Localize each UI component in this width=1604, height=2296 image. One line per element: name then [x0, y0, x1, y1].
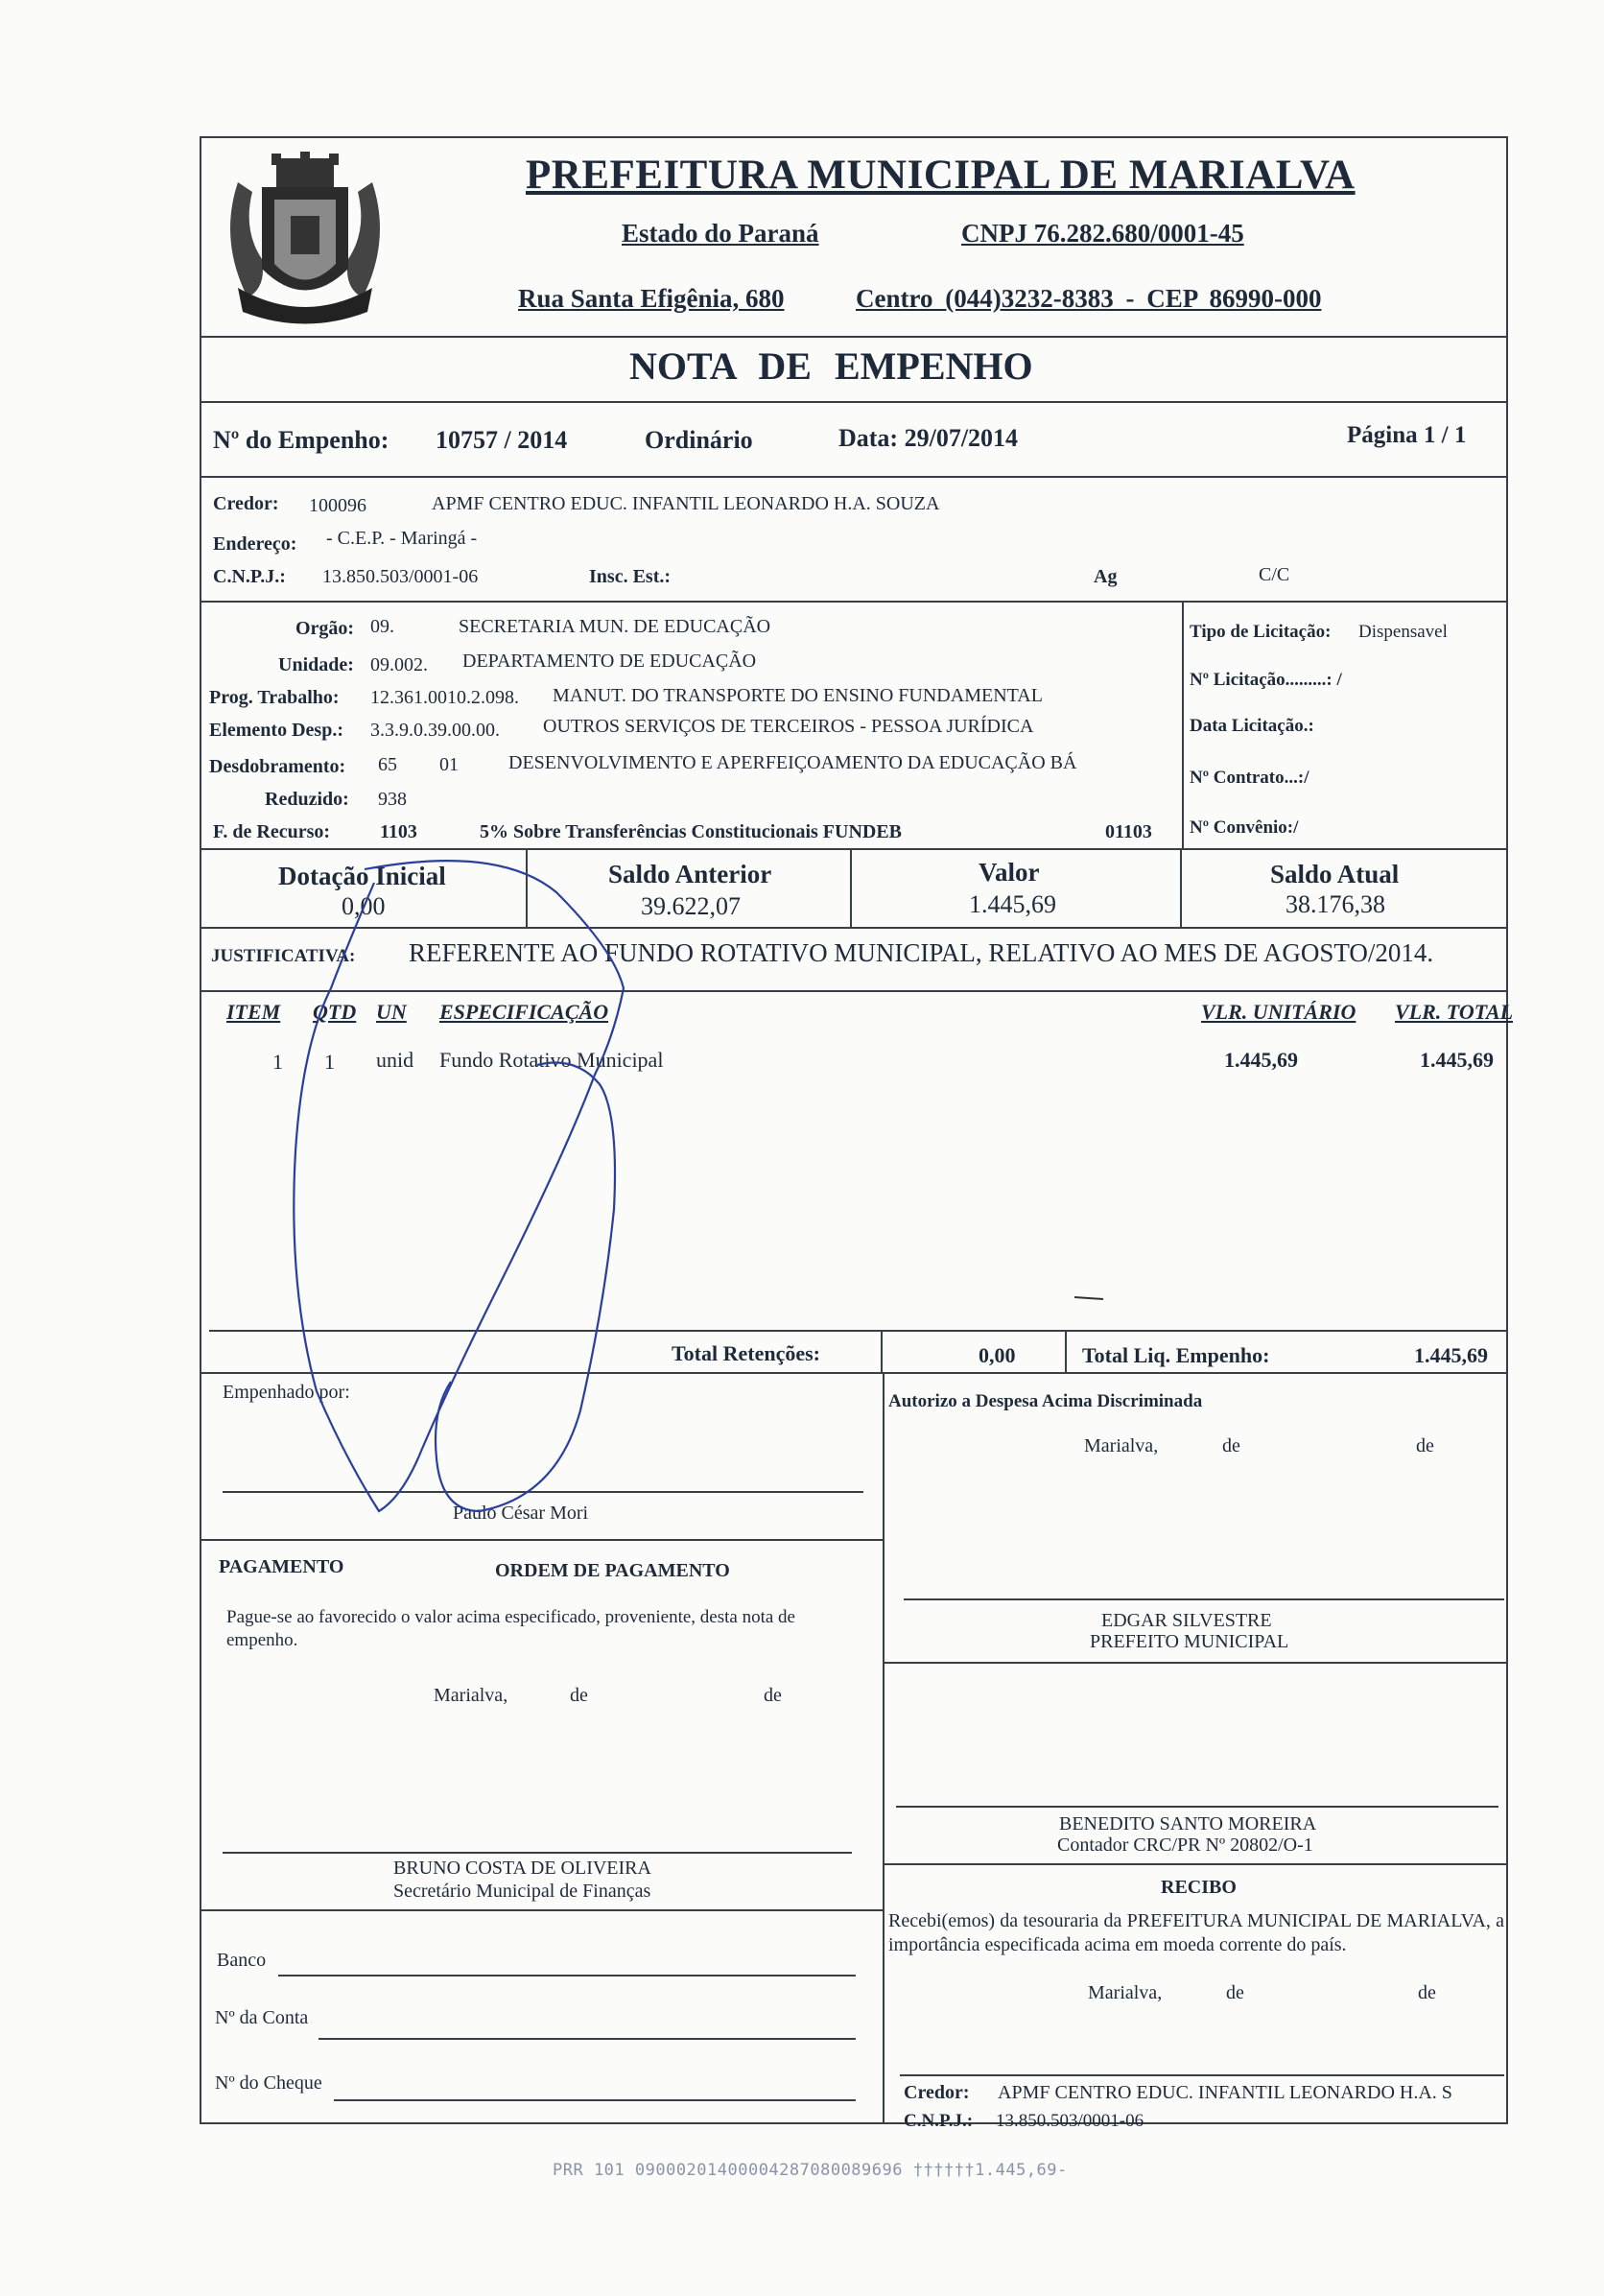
contador-nome: BENEDITO SANTO MOREIRA	[1059, 1813, 1317, 1834]
desd-label: Desdobramento:	[209, 756, 346, 777]
address-street: Rua Santa Efigênia, 680	[518, 284, 785, 313]
recibo-texto: Recebi(emos) da tesouraria da PREFEITURA MUNICIPAL DE MARIALVA, a importância especificada acima em moeda corrente do país.	[888, 1910, 1504, 1955]
ag-label: Ag	[1094, 566, 1118, 587]
empenho-tipo: Ordinário	[645, 426, 753, 454]
autorizo-de-2: de	[1416, 1435, 1434, 1456]
num-contrato: Nº Contrato...:/	[1190, 768, 1309, 788]
credor-label: Credor:	[213, 493, 279, 514]
empenho-data: Data: 29/07/2014	[838, 424, 1019, 452]
ret-value: 0,00	[979, 1343, 1016, 1367]
orgao-desc: SECRETARIA MUN. DE EDUCAÇÃO	[459, 616, 771, 637]
prog-label: Prog. Trabalho:	[209, 687, 340, 708]
empenho-label: Nº do Empenho:	[213, 426, 389, 454]
insc-label: Insc. Est.:	[589, 566, 672, 587]
red-label: Reduzido:	[265, 789, 349, 810]
credor-nome: APMF CENTRO EDUC. INFANTIL LEONARDO H.A. SOUZA	[432, 493, 940, 514]
desd-sub: 01	[439, 754, 459, 775]
pagamento-label: PAGAMENTO	[219, 1556, 344, 1577]
col-item: ITEM	[226, 1000, 281, 1024]
item-un: unid	[376, 1048, 414, 1072]
rec-code: 1103	[380, 821, 417, 842]
ret-label: Total Retenções:	[672, 1341, 820, 1365]
num-licitacao: Nº Licitação.........: /	[1190, 670, 1342, 690]
col-un: UN	[376, 1000, 407, 1024]
elem-desc: OUTROS SERVIÇOS DE TERCEIROS - PESSOA JURÍDICA	[543, 716, 1034, 737]
item-total: 1.445,69	[1420, 1048, 1494, 1072]
unidade-label: Unidade:	[278, 654, 354, 675]
contador-cargo: Contador CRC/PR Nº 20802/O-1	[1057, 1834, 1313, 1856]
rec-desc: 5% Sobre Transferências Constitucionais FUNDEB	[480, 821, 903, 842]
ordem-pagamento: ORDEM DE PAGAMENTO	[495, 1560, 730, 1581]
endereco: - C.E.P. - Maringá -	[326, 528, 478, 549]
valor-value: 1.445,69	[969, 890, 1056, 918]
valor-label: Valor	[979, 858, 1040, 887]
liq-value: 1.445,69	[1414, 1343, 1488, 1367]
empenho-numero: 10757 / 2014	[436, 426, 568, 454]
red-code: 938	[378, 789, 407, 810]
desd-desc: DESENVOLVIMENTO E APERFEIÇOAMENTO DA EDUCAÇÃO BÁ	[508, 752, 1077, 773]
col-qtd: QTD	[313, 1000, 357, 1024]
saldo-atual-label: Saldo Atual	[1270, 860, 1400, 888]
banco-label: Banco	[217, 1950, 267, 1971]
recibo-credor: APMF CENTRO EDUC. INFANTIL LEONARDO H.A. S	[998, 2082, 1452, 2103]
pagamento-local: Marialva,	[434, 1685, 508, 1706]
doc-title: NOTA DE EMPENHO	[629, 344, 1033, 388]
footer-code: PRR 101 09000201400004287080089696 ††††††1.445,69-	[553, 2161, 1068, 2180]
item-qtd: 1	[324, 1050, 335, 1074]
justificativa-text: REFERENTE AO FUNDO ROTATIVO MUNICIPAL, RELATIVO AO MES DE AGOSTO/2014.	[409, 938, 1434, 967]
tipo-licitacao-label: Tipo de Licitação:	[1190, 622, 1332, 642]
desd-code: 65	[378, 754, 397, 775]
recibo-title: RECIBO	[1161, 1877, 1237, 1898]
endereco-label: Endereço:	[213, 533, 297, 555]
col-espec: ESPECIFICAÇÃO	[439, 1000, 609, 1024]
recibo-de-2: de	[1418, 1982, 1436, 2003]
justificativa-label: JUSTIFICATIVA:	[211, 946, 356, 966]
unidade-desc: DEPARTAMENTO DE EDUCAÇÃO	[462, 651, 757, 672]
recibo-local: Marialva,	[1088, 1982, 1163, 2003]
saldo-anterior-label: Saldo Anterior	[608, 860, 772, 888]
rec-num: 01103	[1105, 821, 1152, 842]
recibo-de-1: de	[1226, 1982, 1244, 2003]
rec-label: F. de Recurso:	[213, 821, 331, 842]
credor-cnpj: 13.850.503/0001-06	[322, 566, 479, 587]
orgao-code: 09.	[370, 616, 394, 637]
pagamento-de-1: de	[570, 1685, 588, 1706]
cnpj-prefeitura: CNPJ 76.282.680/0001-45	[961, 219, 1244, 248]
prefeitura-title: PREFEITURA MUNICIPAL DE MARIALVA	[526, 153, 1356, 198]
autorizo-de-1: de	[1222, 1435, 1240, 1456]
prog-code: 12.361.0010.2.098.	[370, 687, 519, 708]
municipal-crest-icon	[209, 144, 401, 336]
prog-desc: MANUT. DO TRANSPORTE DO ENSINO FUNDAMENTAL	[553, 685, 1043, 706]
col-vlr-total: VLR. TOTAL	[1395, 1000, 1514, 1024]
autorizo-label: Autorizo a Despesa Acima Discriminada	[888, 1391, 1203, 1411]
empenho-pagina: Página 1 / 1	[1347, 422, 1467, 448]
cheque-label: Nº do Cheque	[215, 2072, 322, 2094]
elem-label: Elemento Desp.:	[209, 720, 343, 741]
conta-label: Nº da Conta	[215, 2007, 309, 2028]
address-rest: Centro (044)3232-8383 - CEP 86990-000	[856, 284, 1322, 313]
empenhado-nome: Paulo César Mori	[453, 1503, 589, 1524]
recibo-cnpj: 13.850.503/0001-06	[996, 2111, 1144, 2131]
dotacao-inicial-value: 0,00	[342, 892, 386, 920]
prefeito-cargo: PREFEITO MUNICIPAL	[1090, 1631, 1289, 1652]
secretario-nome: BRUNO COSTA DE OLIVEIRA	[393, 1858, 651, 1879]
saldo-atual-value: 38.176,38	[1286, 890, 1385, 918]
elem-code: 3.3.9.0.39.00.00.	[370, 720, 500, 741]
orgao-label: Orgão:	[295, 618, 355, 639]
autorizo-local: Marialva,	[1084, 1435, 1159, 1456]
dotacao-inicial-label: Dotação Inicial	[278, 862, 446, 890]
saldo-anterior-value: 39.622,07	[641, 892, 741, 920]
cc-label: C/C	[1259, 564, 1290, 585]
estado: Estado do Paraná	[622, 219, 819, 248]
prefeito-nome: EDGAR SILVESTRE	[1101, 1610, 1272, 1631]
data-licitacao: Data Licitação.:	[1190, 716, 1314, 736]
secretario-cargo: Secretário Municipal de Finanças	[393, 1881, 651, 1902]
col-vlr-unit: VLR. UNITÁRIO	[1201, 1000, 1356, 1024]
num-convenio: Nº Convênio:/	[1190, 817, 1299, 838]
empenhado-label: Empenhado por:	[223, 1382, 350, 1403]
liq-label: Total Liq. Empenho:	[1082, 1343, 1270, 1367]
credor-codigo: 100096	[309, 495, 366, 516]
cnpj-label: C.N.P.J.:	[213, 566, 286, 587]
item-spec: Fundo Rotativo Municipal	[439, 1048, 664, 1072]
recibo-cnpj-label: C.N.P.J.:	[904, 2111, 974, 2131]
item-unit: 1.445,69	[1224, 1048, 1298, 1072]
item-num: 1	[272, 1050, 283, 1074]
recibo-credor-label: Credor:	[904, 2082, 970, 2103]
pagamento-de-2: de	[764, 1685, 782, 1706]
pagamento-texto: Pague-se ao favorecido o valor acima especificado, proveniente, desta nota de empenho.	[226, 1607, 795, 1650]
tipo-licitacao: Dispensavel	[1358, 622, 1448, 642]
unidade-code: 09.002.	[370, 654, 428, 675]
